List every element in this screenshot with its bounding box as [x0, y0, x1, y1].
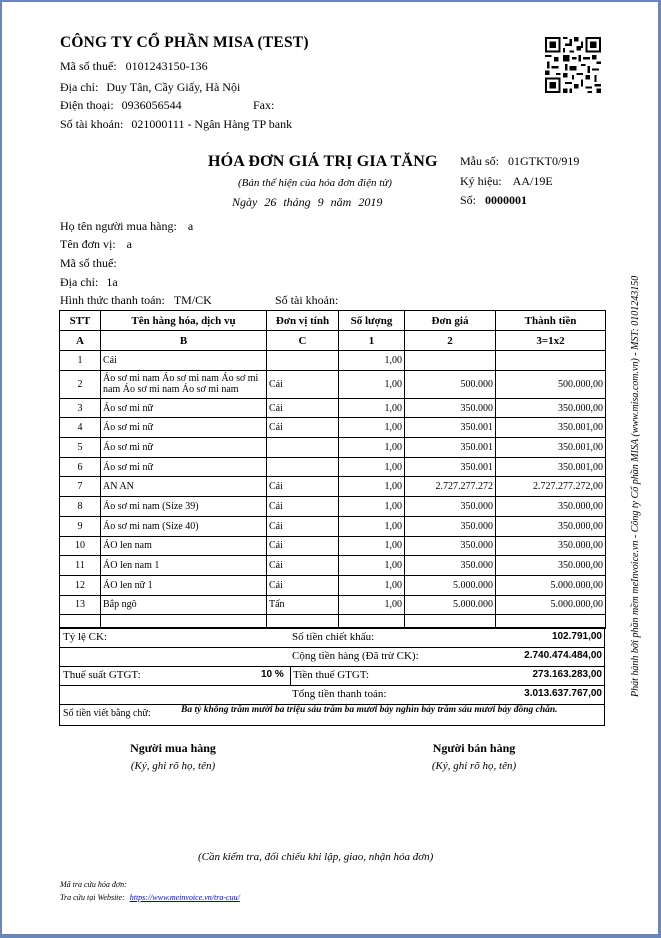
subtotal-label: Cộng tiền hàng (Đã trừ CK): [292, 650, 419, 662]
check-note: (Cần kiểm tra, đối chiếu khi lập, giao, nhận hóa đơn) [198, 851, 434, 863]
items-table [59, 310, 606, 629]
buyer-name-label: Họ tên người mua hàng: [60, 219, 177, 233]
buyer-name: a [187, 219, 194, 233]
payment-method-label: Hình thức thanh toán: [60, 293, 165, 307]
row-amount: 350.000,00 [496, 556, 606, 576]
row-unit [267, 351, 339, 371]
seller-phone-row [60, 98, 182, 113]
table-row [60, 536, 606, 556]
row-stt: 5 [60, 438, 101, 458]
row-unit: Cái [267, 556, 339, 576]
col-name: Tên hàng hóa, dịch vụ [101, 311, 267, 331]
side-publisher-note: Phát hành bởi phần mềm meInvoice.vn - Công ty Cổ phần MISA (www.misa.com.vn) - MST: 0101243150 [630, 275, 641, 697]
row-stt: 6 [60, 457, 101, 477]
buyer-address: 1a [106, 275, 118, 289]
lookup-code-label: Mã tra cứu hóa đơn: [60, 880, 127, 889]
row-stt: 2 [60, 370, 101, 398]
row-qty: 1,00 [339, 438, 405, 458]
vat-value: 273.163.283,00 [532, 669, 602, 680]
row-qty: 1,00 [339, 477, 405, 497]
row-price: 5.000.000 [405, 595, 496, 615]
row-price: 350.001 [405, 418, 496, 438]
seller-address: Duy Tân, Cầy Giấy, Hà Nội [106, 80, 241, 94]
row-name: ÁO len nam [101, 536, 267, 556]
seller-signature-note: (Ký, ghi rõ họ, tên) [431, 760, 517, 772]
table-row [60, 595, 606, 615]
words-label: Số tiền viết bằng chữ: [63, 708, 151, 719]
discount-label: Số tiền chiết khấu: [292, 631, 375, 643]
table-row [60, 575, 606, 595]
buyer-address-row [60, 275, 118, 290]
row-stt: 8 [60, 497, 101, 517]
vat-rate-value: 10 % [261, 669, 284, 680]
code-3: 3=1x2 [496, 331, 606, 351]
row-price [405, 351, 496, 371]
row-qty: 1,00 [339, 370, 405, 398]
payment-method-row [60, 293, 212, 308]
row-name: ÁO len nam 1 [101, 556, 267, 576]
row-price: 350.000 [405, 497, 496, 517]
buyer-signature-title: Người mua hàng [130, 741, 216, 755]
table-row [60, 477, 606, 497]
row-stt: 9 [60, 516, 101, 536]
row-stt: 13 [60, 595, 101, 615]
invoice-number-label: Số: [460, 193, 477, 207]
row-unit: Cái [267, 370, 339, 398]
buyer-unit-row [60, 237, 132, 252]
total-label: Tổng tiền thanh toán: [292, 688, 387, 700]
row-unit [267, 438, 339, 458]
table-row [60, 457, 606, 477]
row-qty: 1,00 [339, 351, 405, 371]
seller-account: 021000111 - Ngân Hàng TP bank [131, 117, 293, 131]
table-header-row [60, 311, 606, 331]
row-unit: Cái [267, 477, 339, 497]
buyer-tax-label: Mã số thuế: [60, 256, 117, 270]
symbol-label: Ký hiệu: [460, 174, 502, 188]
seller-signature-title: Người bán hàng [432, 741, 516, 755]
row-amount: 350.001,00 [496, 418, 606, 438]
qr-code-icon [545, 37, 601, 93]
row-unit: Cái [267, 418, 339, 438]
seller-phone: 0936056544 [121, 98, 182, 112]
company-name: CÔNG TY CỔ PHẦN MISA (TEST) [60, 34, 309, 51]
buyer-unit-label: Tên đơn vị: [60, 237, 116, 251]
col-price: Đơn giá [405, 311, 496, 331]
row-price: 350.001 [405, 457, 496, 477]
row-stt: 1 [60, 351, 101, 371]
seller-account-label: Số tài khoản: [60, 117, 124, 131]
table-row [60, 351, 606, 371]
row-qty: 1,00 [339, 398, 405, 418]
seller-fax-label: Fax: [253, 98, 275, 112]
symbol-row [460, 174, 553, 189]
row-unit: Tấn [267, 595, 339, 615]
vat-rate-label: Thuế suất GTGT: [63, 669, 141, 681]
form-number-label: Mẫu số: [460, 154, 499, 168]
row-price: 350.000 [405, 536, 496, 556]
row-amount: 350.000,00 [496, 516, 606, 536]
table-row [60, 370, 606, 398]
payment-method: TM/CK [173, 293, 212, 307]
row-name: Bắp ngô [101, 595, 267, 615]
row-amount: 350.000,00 [496, 536, 606, 556]
row-unit: Cái [267, 398, 339, 418]
row-unit: Cái [267, 575, 339, 595]
row-qty: 1,00 [339, 418, 405, 438]
row-qty: 1,00 [339, 516, 405, 536]
row-price: 350.000 [405, 516, 496, 536]
table-row [60, 438, 606, 458]
buyer-account-label: Số tài khoản: [275, 293, 339, 307]
lookup-link[interactable]: https://www.meinvoice.vn/tra-cuu/ [129, 893, 240, 902]
invoice-title: HÓA ĐƠN GIÁ TRỊ GIA TĂNG [208, 153, 438, 170]
row-unit: Cái [267, 536, 339, 556]
row-qty: 1,00 [339, 595, 405, 615]
row-price: 500.000 [405, 370, 496, 398]
seller-account-row [60, 117, 292, 132]
col-qty: Số lượng [339, 311, 405, 331]
row-amount: 5.000.000,00 [496, 575, 606, 595]
seller-address-label: Địa chỉ: [60, 80, 99, 94]
invoice-number-row [460, 193, 527, 208]
total-value: 3.013.637.767,00 [524, 688, 602, 699]
row-stt: 7 [60, 477, 101, 497]
buyer-name-row [60, 219, 193, 234]
lookup-site-label: Tra cứu tại Website: [60, 893, 125, 902]
row-qty: 1,00 [339, 497, 405, 517]
col-stt: STT [60, 311, 101, 331]
row-name: ÁO len nữ 1 [101, 575, 267, 595]
table-row [60, 556, 606, 576]
col-amount: Thành tiền [496, 311, 606, 331]
row-qty: 1,00 [339, 536, 405, 556]
invoice-number: 0000001 [485, 193, 528, 207]
vat-label: Tiền thuế GTGT: [293, 669, 370, 681]
words-value: Ba tỷ không trăm mười ba triệu sáu trăm ba mươi bảy nghìn bảy trăm sáu mươi bảy đồng chẵn. [181, 705, 558, 715]
table-row [60, 398, 606, 418]
row-unit: Cái [267, 516, 339, 536]
table-row [60, 516, 606, 536]
row-name: Áo sơ mi nữ [101, 418, 267, 438]
row-qty: 1,00 [339, 556, 405, 576]
invoice-subtitle: (Bản thể hiện của hóa đơn điện tử) [238, 177, 392, 189]
row-amount: 5.000.000,00 [496, 595, 606, 615]
row-name: Áo sơ mi nam Áo sơ mi nam Áo sơ mi nam Áo sơ mi nam Áo sơ mi nam [101, 370, 267, 398]
symbol-value: AA/19E [512, 174, 553, 188]
row-stt: 4 [60, 418, 101, 438]
form-number: 01GTKT0/919 [508, 154, 580, 168]
row-amount: 350.001,00 [496, 457, 606, 477]
row-stt: 11 [60, 556, 101, 576]
row-name: Áo sơ mi nam (Size 39) [101, 497, 267, 517]
row-qty: 1,00 [339, 457, 405, 477]
col-unit: Đơn vị tính [267, 311, 339, 331]
code-b: B [101, 331, 267, 351]
invoice-date: Ngày 26 tháng 9 năm 2019 [232, 195, 383, 209]
row-price: 5.000.000 [405, 575, 496, 595]
row-unit [267, 457, 339, 477]
table-row [60, 418, 606, 438]
row-name: Áo sơ mi nam (Size 40) [101, 516, 267, 536]
row-amount: 350.001,00 [496, 438, 606, 458]
buyer-unit: a [126, 237, 132, 251]
row-stt: 3 [60, 398, 101, 418]
seller-address-row [60, 80, 240, 95]
subtotal-value: 2.740.474.484,00 [524, 650, 602, 661]
row-name: AN AN [101, 477, 267, 497]
row-price: 350.000 [405, 556, 496, 576]
row-price: 2.727.277.272 [405, 477, 496, 497]
code-a: A [60, 331, 101, 351]
seller-tax-code: 0101243150-136 [125, 59, 208, 73]
row-stt: 12 [60, 575, 101, 595]
summary-box [59, 627, 605, 726]
table-row [60, 497, 606, 517]
table-code-row [60, 331, 606, 351]
buyer-address-label: Địa chỉ: [60, 275, 99, 289]
row-unit: Cái [267, 497, 339, 517]
code-2: 2 [405, 331, 496, 351]
row-amount [496, 351, 606, 371]
lookup-site-row [60, 893, 240, 902]
row-name: Áo sơ mi nữ [101, 457, 267, 477]
buyer-signature-note: (Ký, ghi rõ họ, tên) [130, 760, 216, 772]
form-number-row [460, 154, 579, 169]
discount-value: 102.791,00 [551, 631, 602, 642]
row-name: Cái [101, 351, 267, 371]
row-qty: 1,00 [339, 575, 405, 595]
row-price: 350.001 [405, 438, 496, 458]
row-amount: 500.000,00 [496, 370, 606, 398]
row-name: Áo sơ mi nữ [101, 398, 267, 418]
row-stt: 10 [60, 536, 101, 556]
seller-tax-code-row [60, 59, 208, 74]
row-amount: 2.727.277.272,00 [496, 477, 606, 497]
row-name: Áo sơ mi nữ [101, 438, 267, 458]
row-amount: 350.000,00 [496, 398, 606, 418]
code-1: 1 [339, 331, 405, 351]
row-amount: 350.000,00 [496, 497, 606, 517]
row-price: 350.000 [405, 398, 496, 418]
seller-tax-code-label: Mã số thuế: [60, 59, 117, 73]
ck-rate-label: Tỷ lệ CK: [63, 631, 107, 643]
seller-phone-label: Điện thoại: [60, 98, 114, 112]
code-c: C [267, 331, 339, 351]
